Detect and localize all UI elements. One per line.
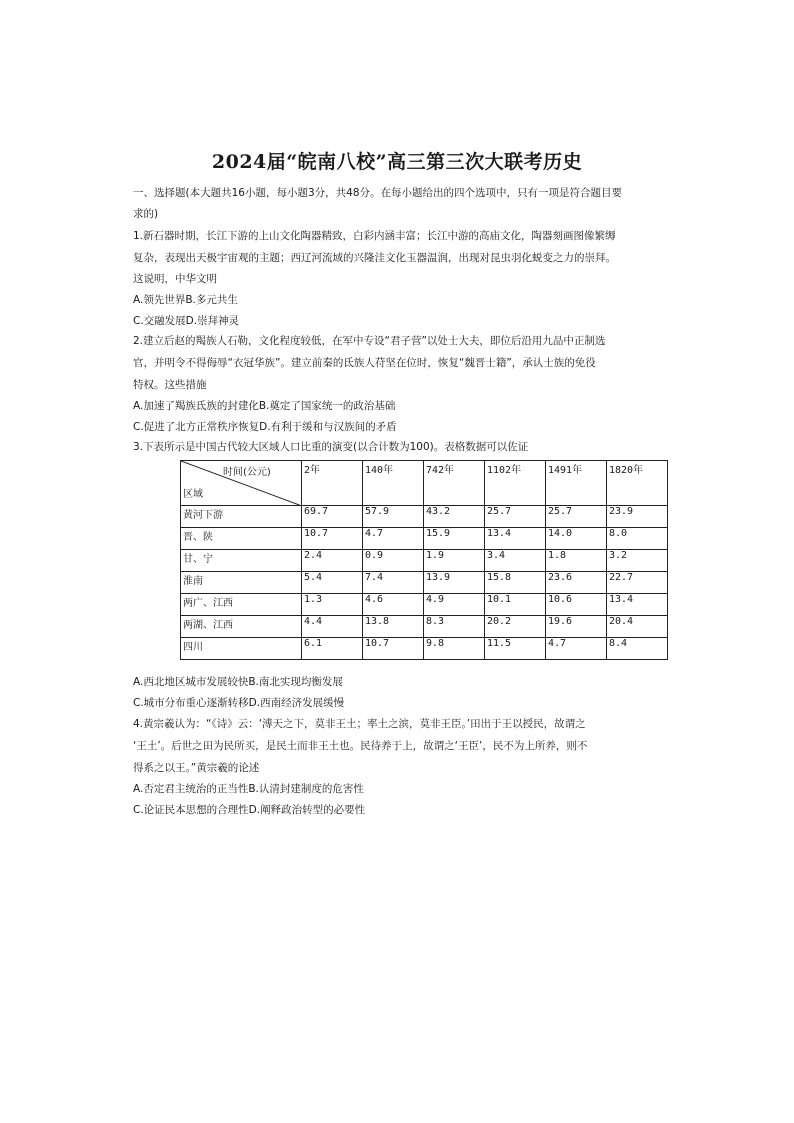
year-header: 2年: [302, 461, 363, 506]
value-cell: 13.4: [485, 528, 546, 550]
exam-title: 2024届“皖南八校”高三第三次大联考历史: [211, 151, 583, 173]
value-cell: 13.4: [607, 594, 668, 616]
q2-stem-line: 特权。这些措施: [133, 379, 207, 391]
table-row: [181, 550, 668, 572]
value-cell: 4.9: [424, 594, 485, 616]
value-cell: 3.2: [607, 550, 668, 572]
value-cell: 43.2: [424, 506, 485, 528]
q4-option-line: C.论证民本思想的合理性D.阐释政治转型的必要性: [133, 804, 366, 816]
value-cell: 5.4: [302, 572, 363, 594]
value-cell: 25.7: [546, 506, 607, 528]
q2-stem-line: 2.建立后赵的羯族人石勒，文化程度较低，在军中专设“君子营”以处士大夫，即位后沿用九品中正制选: [133, 335, 606, 347]
value-cell: 15.8: [485, 572, 546, 594]
value-cell: 3.4: [485, 550, 546, 572]
region-cell: 两广、江西: [181, 594, 302, 616]
q2-option-line: A.加速了羯族氐族的封建化B.奠定了国家统一的政治基础: [133, 400, 396, 412]
region-cell: 黄河下游: [181, 506, 302, 528]
q1-option-line: C.交融发展D.崇拜神灵: [133, 315, 240, 327]
q3-option-line: A.西北地区城市发展较快B.南北实现均衡发展: [133, 676, 343, 688]
q4-stem-line: ‘王土’。后世之田为民所买，是民土而非王土也。民待养于上，故谓之‘王臣’，民不为上所养，则不: [133, 740, 588, 752]
value-cell: 10.6: [546, 594, 607, 616]
year-header: 742年: [424, 461, 485, 506]
table-row: [181, 506, 668, 528]
value-cell: 4.4: [302, 616, 363, 638]
q2-option-line: C.促进了北方正常秩序恢复D.有利于缓和与汉族间的矛盾: [133, 421, 397, 433]
value-cell: 20.2: [485, 616, 546, 638]
value-cell: 14.0: [546, 528, 607, 550]
q4-stem-line: 4.黄宗羲认为：“《诗》云：‘溥天之下，莫非王土；率土之滨，莫非王臣。’田出于王以授民，故谓之: [133, 718, 586, 730]
value-cell: 23.9: [607, 506, 668, 528]
value-cell: 6.1: [302, 638, 363, 660]
value-cell: 1.9: [424, 550, 485, 572]
value-cell: 13.9: [424, 572, 485, 594]
value-cell: 4.6: [363, 594, 424, 616]
year-header: 1820年: [607, 461, 668, 506]
value-cell: 8.0: [607, 528, 668, 550]
table-header-row: [181, 461, 668, 506]
table-row: [181, 616, 668, 638]
q4-option-line: A.否定君主统治的正当性B.认清封建制度的危害性: [133, 783, 364, 795]
value-cell: 11.5: [485, 638, 546, 660]
table-row: [181, 638, 668, 660]
year-header: 1491年: [546, 461, 607, 506]
region-cell: 淮南: [181, 572, 302, 594]
region-cell: 四川: [181, 638, 302, 660]
value-cell: 10.1: [485, 594, 546, 616]
value-cell: 20.4: [607, 616, 668, 638]
value-cell: 1.8: [546, 550, 607, 572]
value-cell: 19.6: [546, 616, 607, 638]
value-cell: 7.4: [363, 572, 424, 594]
header-region-label: 区域: [183, 489, 203, 500]
section-header-line: 求的): [133, 208, 159, 220]
value-cell: 25.7: [485, 506, 546, 528]
q2-stem-line: 官，并明令不得侮辱“衣冠华族”。建立前秦的氐族人苻坚在位时，恢复“魏晋士籍”，承认士族的免役: [133, 357, 596, 369]
value-cell: 4.7: [363, 528, 424, 550]
value-cell: 1.3: [302, 594, 363, 616]
value-cell: 10.7: [363, 638, 424, 660]
q1-stem-line: 复杂，表现出天极宇宙观的主题；西辽河流域的兴隆洼文化玉器温润，出现对昆虫羽化蜕变之力的崇拜。: [133, 252, 616, 264]
value-cell: 4.7: [546, 638, 607, 660]
year-header: 140年: [363, 461, 424, 506]
value-cell: 13.8: [363, 616, 424, 638]
value-cell: 8.4: [607, 638, 668, 660]
value-cell: 57.9: [363, 506, 424, 528]
q1-stem-line: 1.新石器时期，长江下游的上山文化陶器精致，白彩内涵丰富；长江中游的高庙文化，陶器刻画图像繁缛: [133, 230, 616, 242]
value-cell: 9.8: [424, 638, 485, 660]
table-row: [181, 594, 668, 616]
q3-stem-line: 3.下表所示是中国古代较大区域人口比重的演变(以合计数为100)。表格数据可以佐证: [133, 441, 529, 453]
value-cell: 15.9: [424, 528, 485, 550]
region-cell: 甘、宁: [181, 550, 302, 572]
value-cell: 2.4: [302, 550, 363, 572]
table-row: [181, 528, 668, 550]
q4-stem-line: 得系之以王。”黄宗羲的论述: [133, 762, 260, 774]
value-cell: 22.7: [607, 572, 668, 594]
table-row: [181, 572, 668, 594]
region-cell: 晋、陕: [181, 528, 302, 550]
value-cell: 69.7: [302, 506, 363, 528]
year-header: 1102年: [485, 461, 546, 506]
q1-stem-line: 这说明，中华文明: [133, 273, 217, 285]
section-header-line: 一、选择题(本大题共16小题，每小题3分，共48分。在每小题给出的四个选项中，只有一项是符合题目要: [133, 187, 622, 199]
value-cell: 0.9: [363, 550, 424, 572]
header-time-label: 时间(公元): [223, 467, 271, 478]
diagonal-header-cell: [181, 461, 302, 506]
value-cell: 8.3: [424, 616, 485, 638]
q1-option-line: A.领先世界B.多元共生: [133, 294, 238, 306]
q3-option-line: C.城市分布重心逐渐转移D.西南经济发展缓慢: [133, 697, 345, 709]
population-table: [180, 460, 668, 660]
region-cell: 两湖、江西: [181, 616, 302, 638]
value-cell: 23.6: [546, 572, 607, 594]
value-cell: 10.7: [302, 528, 363, 550]
